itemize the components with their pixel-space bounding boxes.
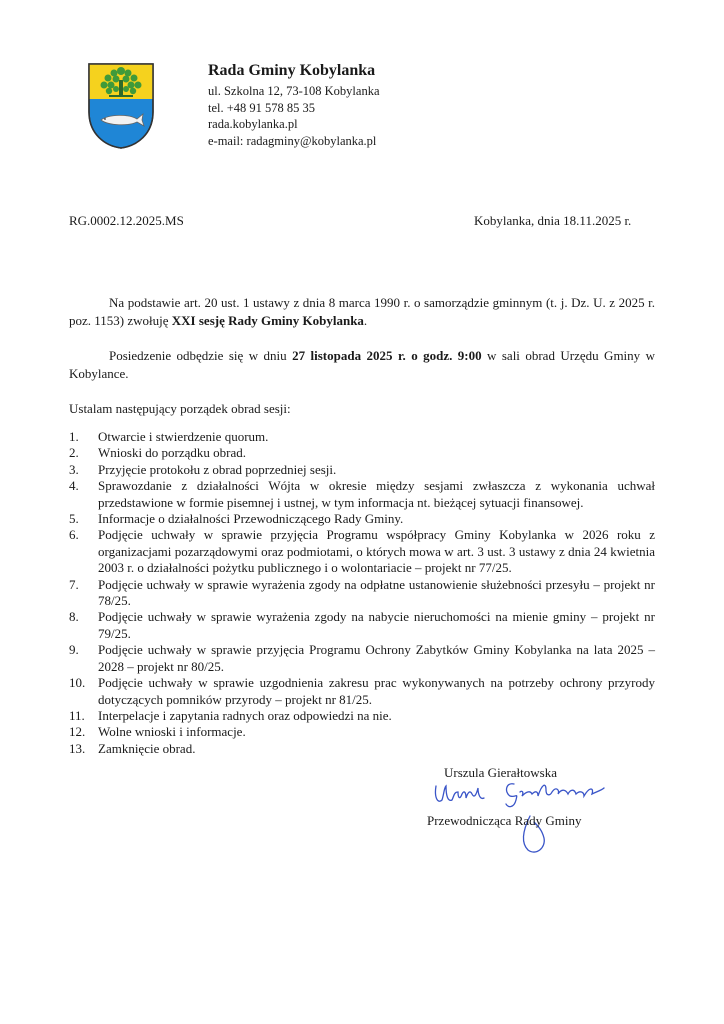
organization-address: ul. Szkolna 12, 73-108 Kobylanka bbox=[208, 84, 380, 98]
agenda-item bbox=[69, 675, 655, 708]
organization-email: e-mail: radagminy@kobylanka.pl bbox=[208, 133, 377, 148]
organization-header bbox=[208, 62, 380, 149]
agenda-item-number: 13. bbox=[69, 740, 86, 756]
session-name: XXI sesję Rady Gminy Kobylanka bbox=[171, 313, 364, 328]
agenda-item-number: 3. bbox=[69, 461, 79, 477]
agenda-item-number: 10. bbox=[69, 675, 86, 691]
organization-website: rada.kobylanka.pl bbox=[208, 117, 298, 131]
agenda-item-text: Informacje o działalności Przewodniczącego Rady Gminy. bbox=[98, 511, 404, 527]
agenda-item-number: 8. bbox=[69, 609, 79, 625]
agenda-item-number: 7. bbox=[69, 576, 79, 592]
agenda-intro: Ustalam następujący porządek obrad sesji: bbox=[69, 401, 291, 416]
meeting-datetime: 27 listopada 2025 r. o godz. 9:00 bbox=[292, 348, 482, 363]
agenda-item bbox=[69, 609, 655, 642]
agenda-item-text: Otwarcie i stwierdzenie quorum. bbox=[98, 429, 269, 444]
agenda-item-text: Podjęcie uchwały w sprawie przyjęcia Programu Ochrony Zabytków Gminy Kobylanka na lata 2025 – 2028 – projekt nr 80/25. bbox=[98, 642, 655, 674]
agenda-item-number: 4. bbox=[69, 478, 79, 494]
agenda-item-number: 1. bbox=[69, 429, 79, 444]
agenda-item bbox=[69, 511, 655, 527]
agenda-item-number: 2. bbox=[69, 445, 79, 461]
signatory-role: Przewodnicząca Rady Gminy bbox=[427, 813, 582, 828]
municipal-crest-icon bbox=[87, 62, 155, 150]
agenda-item-text: Przyjęcie protokołu z obrad poprzedniej sesji. bbox=[98, 461, 337, 477]
agenda-item bbox=[69, 478, 655, 511]
agenda-item bbox=[69, 527, 655, 576]
convocation-text: Na podstawie art. 20 ust. 1 ustawy z dnia 8 marca 1990 r. o samorządzie gminnym (t. j. Dz. U. z 2025 r. poz. 1153) zwołuję bbox=[69, 295, 655, 328]
agenda-item-number: 11. bbox=[69, 707, 85, 723]
agenda-item bbox=[69, 741, 655, 757]
meeting-details-paragraph bbox=[69, 347, 655, 383]
agenda-item-text: Podjęcie uchwały w sprawie przyjęcia Programu współpracy Gminy Kobylanka w 2026 roku z organizacjami pozarządowymi oraz podmiotami, o których mowa w art. 3 ust. 3 ustawy z dnia 24 kwietnia 2003 r. o działalności pożytku publicznego i o wolontariacie – projekt nr 77/25. bbox=[98, 527, 655, 576]
agenda-item bbox=[69, 429, 655, 445]
agenda-item-text: Sprawozdanie z działalności Wójta w okresie między sesjami zwłaszcza z wykonania uchwał przedstawione w formie pisemnej i ustnej, w tym informacja nt. bieżącej sytuacji finansowej. bbox=[98, 478, 655, 510]
agenda-item-text: Podjęcie uchwały w sprawie uzgodnienia zakresu prac wykonywanych na potrzeby ochrony przyrody dotyczących pomników przyrody – projekt nr 81/25. bbox=[98, 675, 655, 707]
organization-phone: tel. +48 91 578 85 35 bbox=[208, 100, 316, 115]
signatory-name: Urszula Gierałtowska bbox=[444, 765, 557, 780]
agenda-item bbox=[69, 577, 655, 610]
agenda-item-text: Wnioski do porządku obrad. bbox=[98, 445, 247, 461]
agenda-item-number: 6. bbox=[69, 527, 79, 543]
agenda-item-number: 12. bbox=[69, 724, 86, 740]
agenda-item-text: Podjęcie uchwały w sprawie wyrażenia zgody na odpłatne ustanowienie służebności przesyłu – projekt nr 78/25. bbox=[98, 576, 655, 609]
agenda-item bbox=[69, 462, 655, 478]
document-date: Kobylanka, dnia 18.11.2025 r. bbox=[474, 213, 632, 228]
agenda-item bbox=[69, 642, 655, 675]
agenda-item-number: 5. bbox=[69, 511, 79, 527]
document-reference: RG.0002.12.2025.MS bbox=[69, 213, 184, 228]
organization-name: Rada Gminy Kobylanka bbox=[208, 62, 376, 79]
convocation-paragraph bbox=[69, 294, 655, 330]
agenda-list bbox=[69, 429, 655, 757]
meeting-location: w sali obrad Urzędu Gminy w Kobylance. bbox=[69, 348, 655, 381]
agenda-item-text: Interpelacje i zapytania radnych oraz odpowiedzi na nie. bbox=[98, 707, 392, 723]
agenda-item bbox=[69, 708, 655, 724]
agenda-item-text: Zamknięcie obrad. bbox=[98, 740, 196, 756]
punctuation: . bbox=[363, 313, 368, 328]
agenda-item-number: 9. bbox=[69, 642, 79, 658]
agenda-item-text: Wolne wnioski i informacje. bbox=[98, 724, 246, 740]
agenda-item bbox=[69, 724, 655, 740]
meeting-text: Posiedzenie odbędzie się w dniu bbox=[109, 348, 293, 363]
agenda-item-text: Podjęcie uchwały w sprawie wyrażenia zgody na nabycie nieruchomości na mienie gminy – projekt nr 79/25. bbox=[98, 609, 655, 641]
agenda-item bbox=[69, 445, 655, 461]
